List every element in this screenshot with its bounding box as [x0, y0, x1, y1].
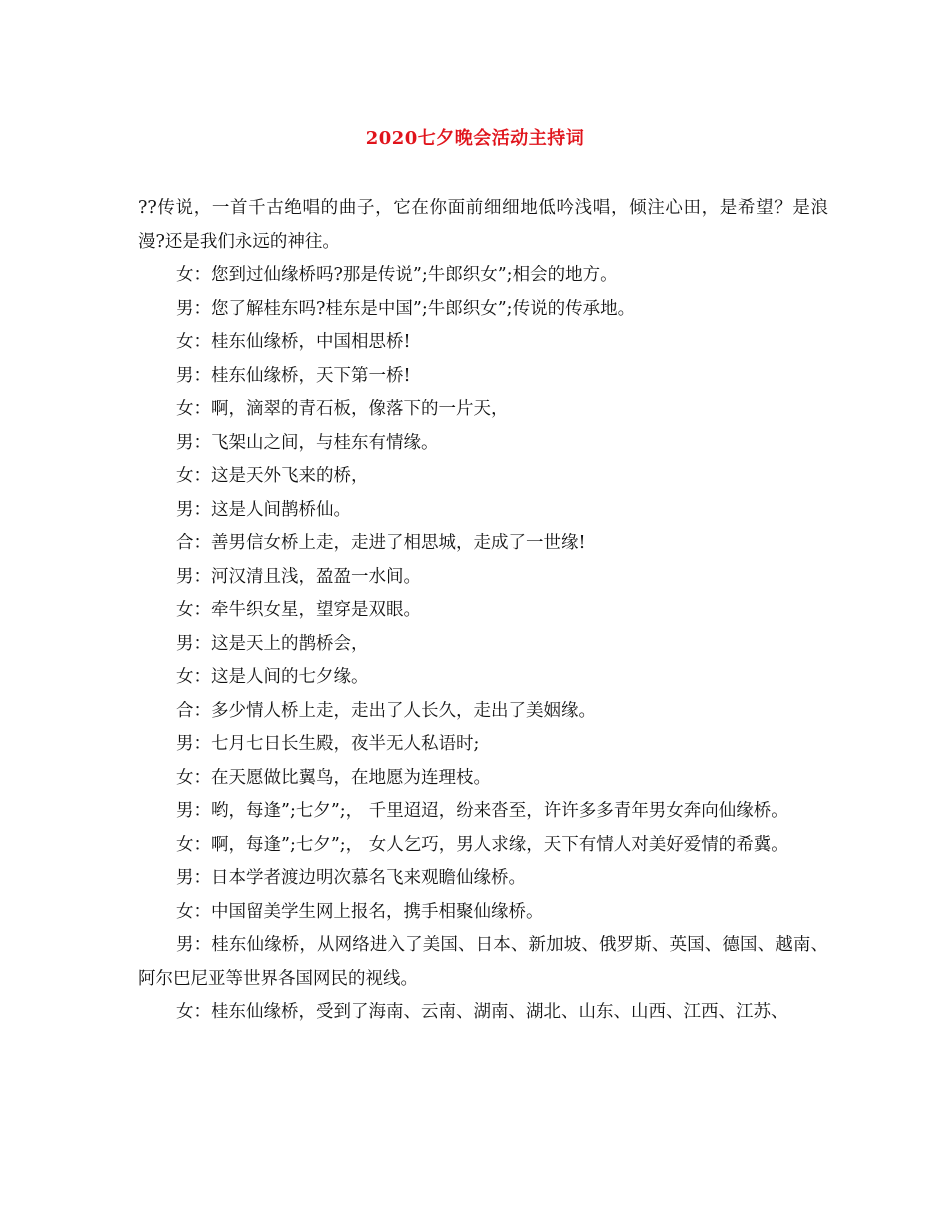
paragraph: 男：桂东仙缘桥，从网络进入了美国、日本、新加坡、俄罗斯、英国、德国、越南、阿尔巴尼亚等世界各国网民的视线。	[138, 935, 828, 989]
paragraph: 女：您到过仙缘桥吗?那是传说”;牛郎织女”;相会的地方。	[176, 265, 618, 285]
paragraph: 男：飞架山之间，与桂东有情缘。	[176, 432, 439, 453]
paragraph: 男：七月七日长生殿，夜半无人私语时;	[176, 734, 480, 754]
paragraph: 女：牵牛织女星，望穿是双眼。	[176, 600, 421, 620]
paragraph: 女：在天愿做比翼鸟，在地愿为连理枝。	[176, 767, 491, 788]
paragraph: 女：桂东仙缘桥，中国相思桥!	[176, 332, 411, 352]
paragraph: 男：您了解桂东吗?桂东是中国”;牛郎织女”;传说的传承地。	[176, 298, 636, 319]
paragraph: 女：啊，滴翠的青石板，像落下的一片天，	[176, 399, 509, 419]
paragraph: 男：河汉清且浅，盈盈一水间。	[176, 566, 421, 587]
paragraph: 女：这是天外飞来的桥，	[176, 466, 369, 486]
paragraph: 合：善男信女桥上走，走进了相思城，走成了一世缘!	[176, 533, 586, 553]
document-body	[138, 192, 828, 1030]
document-title: 2020七夕晚会活动主持词	[365, 128, 585, 149]
paragraph: 男：哟，每逢”;七夕”;， 千里迢迢，纷来沓至，许许多多青年男女奔向仙缘桥。	[176, 801, 789, 821]
paragraph: 女：桂东仙缘桥，受到了海南、云南、湖南、湖北、山东、山西、江西、江苏、	[176, 1002, 789, 1022]
paragraph: 男：这是人间鹊桥仙。	[176, 499, 351, 520]
paragraph: 男：日本学者渡边明次慕名飞来观瞻仙缘桥。	[176, 868, 526, 888]
paragraph: 男：这是天上的鹊桥会，	[176, 633, 369, 654]
paragraph: 女：中国留美学生网上报名，携手相聚仙缘桥。	[176, 901, 544, 922]
paragraph: 女：啊，每逢”;七夕”;， 女人乞巧，男人求缘，天下有情人对美好爱情的希冀。	[176, 834, 789, 855]
paragraph: 女：这是人间的七夕缘。	[176, 667, 369, 687]
paragraph: 合：多少情人桥上走，走出了人长久，走出了美姻缘。	[176, 700, 596, 721]
paragraph: 男：桂东仙缘桥，天下第一桥!	[176, 365, 411, 386]
paragraph: ??传说，一首千古绝唱的曲子，它在你面前细细地低吟浅唱，倾注心田，是希望？是浪漫?还是我们永远的神往。	[138, 198, 828, 252]
